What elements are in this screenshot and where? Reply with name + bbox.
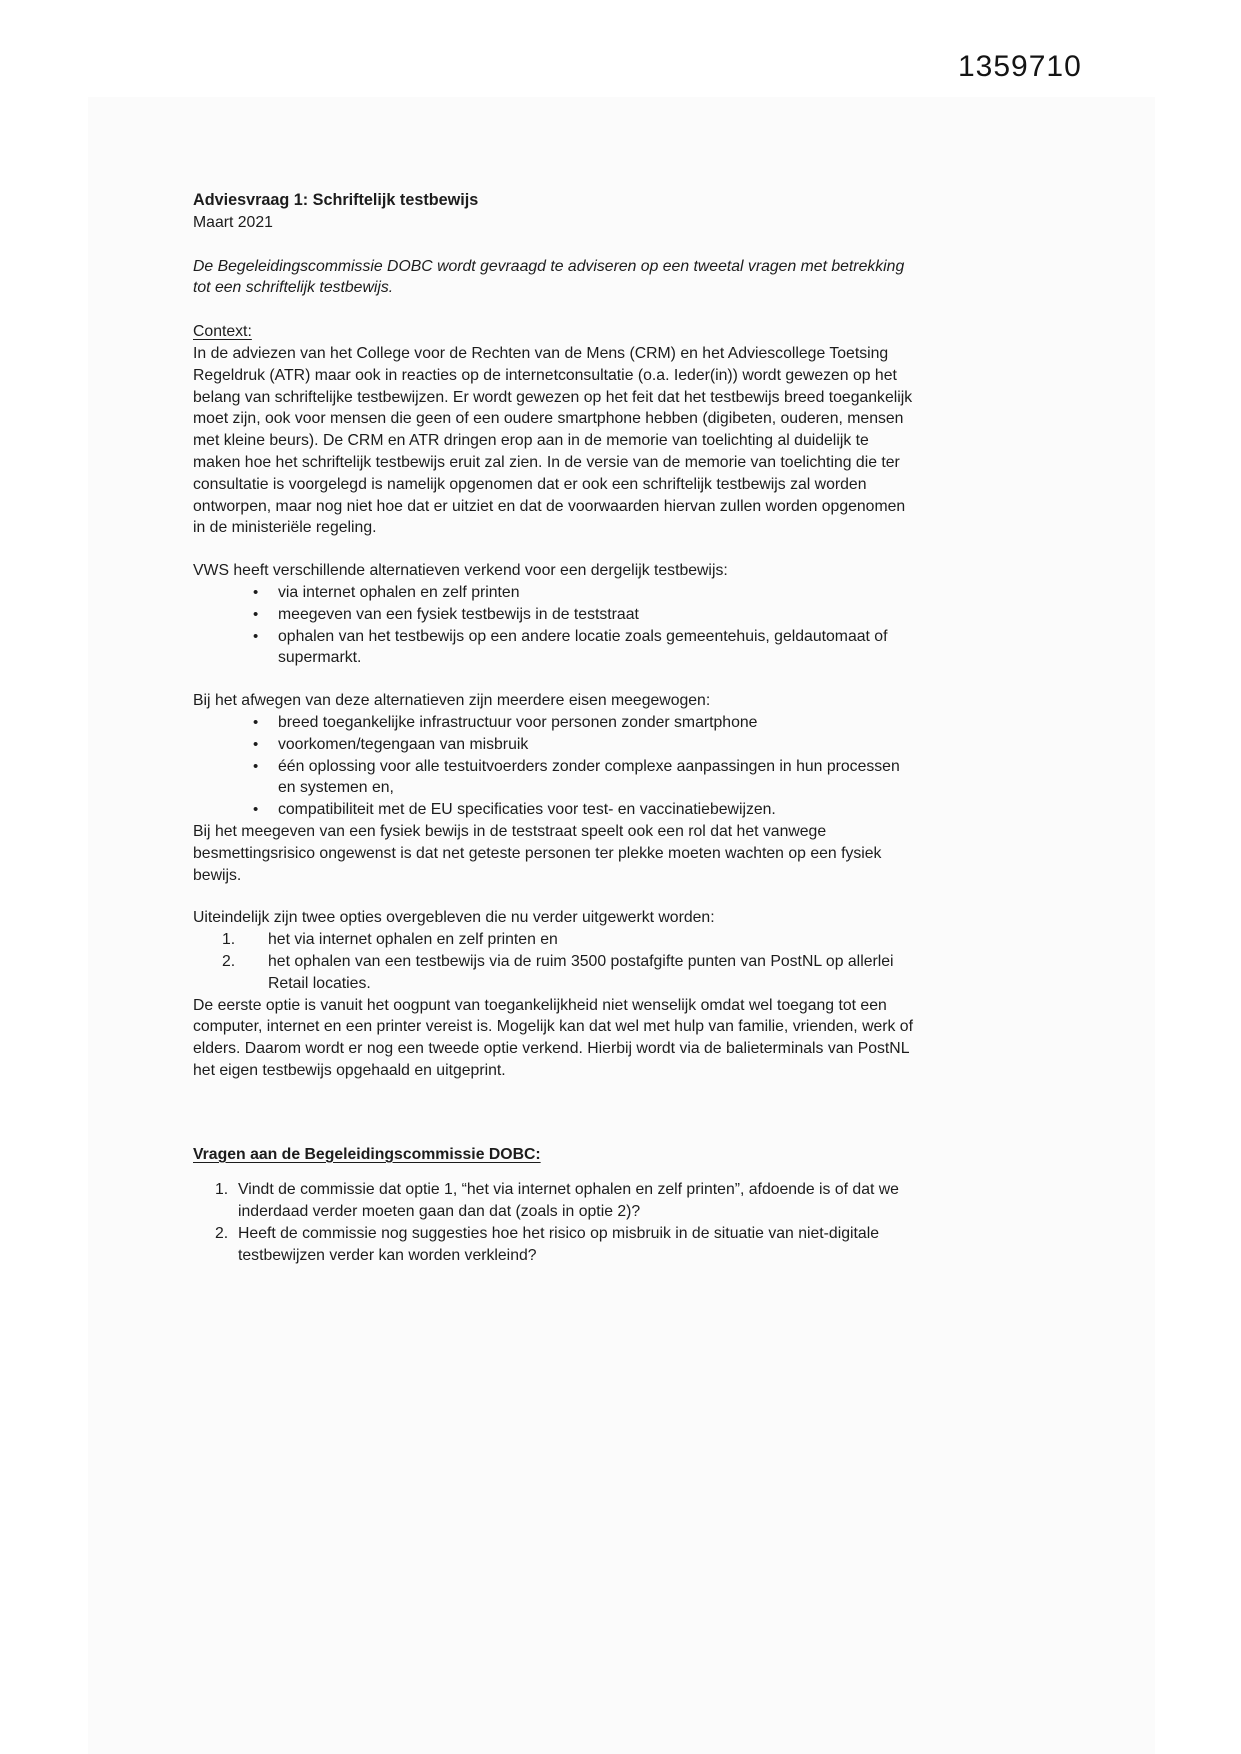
list-item-number: 1. [215,1181,229,1199]
context-heading: Context: [193,323,252,341]
context-paragraph: In de adviezen van het College voor de Rechten van de Mens (CRM) en het Adviescollege Toetsing Regeldruk (ATR) maar ook in reacties op de internetconsultatie (o.a. Ieder(in)) wordt gewezen op het belang van schriftelijke testbewijzen. Er wordt gewezen op het feit dat het testbewijs breed toegankelijk moet zijn, ook voor mensen die geen of een oudere smartphone hebben (digibeten, ouderen, mensen met kleine beurs). De CRM en ATR dringen erop aan in de memorie van toelichting al duidelijk te maken hoe het schriftelijk testbewijs eruit zal zien. In de versie van de memorie van toelichting die ter consultatie is voorgelegd is namelijk opgenomen dat er ook een schriftelijk testbewijs zal worden ontworpen, maar nog niet hoe dat er uitziet en dat de voorwaarden hiervan zullen worden opgenomen in de ministeriële regeling. [193,344,913,537]
document-date: Maart 2021 [193,213,273,231]
list-item [193,951,917,995]
options-note: De eerste optie is vanuit het oogpunt van toegankelijkheid niet wenselijk omdat wel toegang tot een computer, internet en een printer vereist is. Mogelijk kan dat wel met hulp van familie, vrienden, werk of elders. Daarom wordt er nog een tweede optie verkend. Hierbij wordt via de balieterminals van PostNL het eigen testbewijs opgehaald en uitgeprint. [193,996,913,1079]
list-item-text: het via internet ophalen en zelf printen en [268,931,558,949]
criteria-note: Bij het meegeven van een fysiek bewijs in de teststraat speelt ook een rol dat het vanwege besmettingsrisico ongewenst is dat net geteste personen ter plekke moeten wachten op een fysiek bewijs. [193,822,882,884]
list-item [193,1223,917,1267]
questions-list [193,1179,917,1266]
list-item-text: Heeft de commissie nog suggesties hoe het risico op misbruik in de situatie van niet-digitale testbewijzen verder kan worden verkleind? [238,1225,879,1264]
alternatives-list [193,582,917,669]
list-item: • voorkomen/tegengaan van misbruik [193,734,917,756]
list-item: • meegeven van een fysiek testbewijs in de teststraat [193,604,917,626]
list-item [193,1179,917,1223]
list-item: • één oplossing voor alle testuitvoerders zonder complexe aanpassingen in hun processen en systemen en, [193,756,917,800]
document-body [193,190,917,1267]
list-item-text: Vindt de commissie dat optie 1, “het via internet ophalen en zelf printen”, afdoende is of dat we inderdaad verder moeten gaan dan dat (zoals in optie 2)? [238,1181,899,1221]
options-list [193,929,917,994]
list-item: • compatibiliteit met de EU specificaties voor test- en vaccinatiebewijzen. [193,799,917,821]
list-item-number: 2. [222,952,236,970]
criteria-list [193,712,917,821]
list-item-number: 2. [215,1225,229,1243]
list-item: • via internet ophalen en zelf printen [193,582,917,604]
questions-heading-text: Vragen aan de Begeleidingscommissie DOBC: [193,1145,541,1163]
list-item-number: 1. [222,931,236,949]
alternatives-intro: VWS heeft verschillende alternatieven verkend voor een dergelijk testbewijs: [193,562,728,580]
document-scan-number: 1359710 [958,50,1082,83]
list-item: • ophalen van het testbewijs op een andere locatie zoals gemeentehuis, geldautomaat of supermarkt. [193,626,917,670]
list-item-text: het ophalen van een testbewijs via de ruim 3500 postafgifte punten van PostNL op allerlei Retail locaties. [268,952,894,992]
list-item: • breed toegankelijke infrastructuur voor personen zonder smartphone [193,712,917,734]
list-item [193,929,917,951]
questions-heading [193,1144,917,1166]
options-intro: Uiteindelijk zijn twee opties overgebleven die nu verder uitgewerkt worden: [193,909,715,927]
intro-paragraph: De Begeleidingscommissie DOBC wordt gevraagd te adviseren op een tweetal vragen met betrekking tot een schriftelijk testbewijs. [193,257,905,297]
criteria-intro: Bij het afwegen van deze alternatieven zijn meerdere eisen meegewogen: [193,692,711,710]
document-title: Adviesvraag 1: Schriftelijk testbewijs [193,191,479,209]
